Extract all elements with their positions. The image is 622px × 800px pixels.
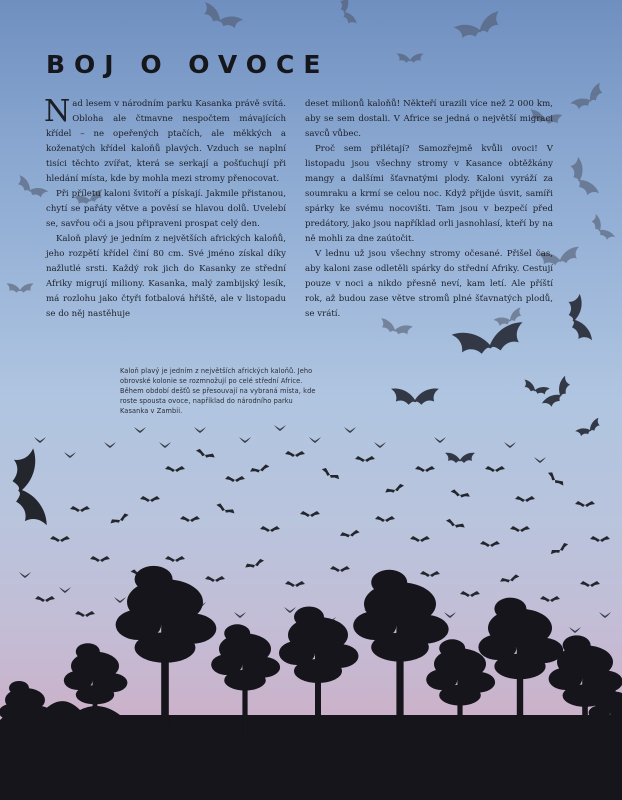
drop-cap: N bbox=[44, 94, 71, 129]
tree-silhouettes bbox=[0, 566, 622, 800]
image-caption: Kaloň plavý je jedním z největších afrických kaloňů. Jeho obrovské kolonie se rozmnožují po celé střední Africe. Během období dešťů se přesouvají na vybraná místa, kde roste spousta ovoce, například do národního parku Kasanka v Zambii. bbox=[120, 367, 316, 415]
paragraph: deset milionů kaloňů! Někteří urazili více než 2 000 km, aby se sem dostali. V Africe se jedná o největší migraci savců vůbec. bbox=[305, 99, 553, 139]
right-text-column bbox=[305, 97, 553, 322]
left-text-column bbox=[44, 94, 286, 322]
page-title: BOJ O OVOCE bbox=[46, 50, 330, 79]
paragraph: Proč sem přilétají? Samozřejmě kvůli ovoci! V listopadu jsou všechny stromy v Kasance obtěžkány mangy a dalšími šťavnatými plody. Kaloni vyráží za soumraku a krmí se celou noc. Když přijde úsvit, samíři spárky ke svému nocovišti. Tam jsou v bezpečí před predátory, jako jsou například orli jasnohlasí, kteří by na ně mohli za dne zaútočit. bbox=[305, 144, 553, 244]
paragraph: V lednu už jsou všechny stromy očesané. Přišel čas, aby kaloni zase odletěli spárky do střední Afriky. Cestují pouze v noci a nikdo přesně neví, kam letí. Ale příští rok, až budou zase větve stromů plné šťavnatých plodů, se vrátí. bbox=[305, 249, 553, 319]
paragraph: Při příletu kaloni švitoří a pískají. Jakmile přistanou, chytí se pařáty větve a pověsí se hlavou dolů. Uvelebí se, savřou oči a jsou připraveni prospat celý den. bbox=[46, 189, 286, 229]
large-bat bbox=[8, 448, 48, 529]
paragraph: Nad lesem v národním parku Kasanka právě svítá. Obloha ale čtmavne nespočtem mávajících křídel – ne opeřených ptačích, ale měkkých a koženatých křídel kaloňů plavých. Vzduch se naplní tisíci těchto zvířat, která se serkají a pošťuchují při hledání místa, kde by mohla mezi stromy přenocovat. bbox=[44, 94, 286, 184]
bat-swarm bbox=[35, 448, 610, 617]
paragraph: Kaloň plavý je jedním z největších afrických kaloňů, jeho rozpětí křídel činí 80 cm. Své jméno získal díky nažlutlé srsti. Každý rok jich do Kasanky ze střední Afriky migrují miliony. Kasanka, malý zambijský lesík, má rozlohu jako čtyři fotbalová hřiště, ale v listopadu se do něj nastěhuje bbox=[46, 234, 286, 319]
